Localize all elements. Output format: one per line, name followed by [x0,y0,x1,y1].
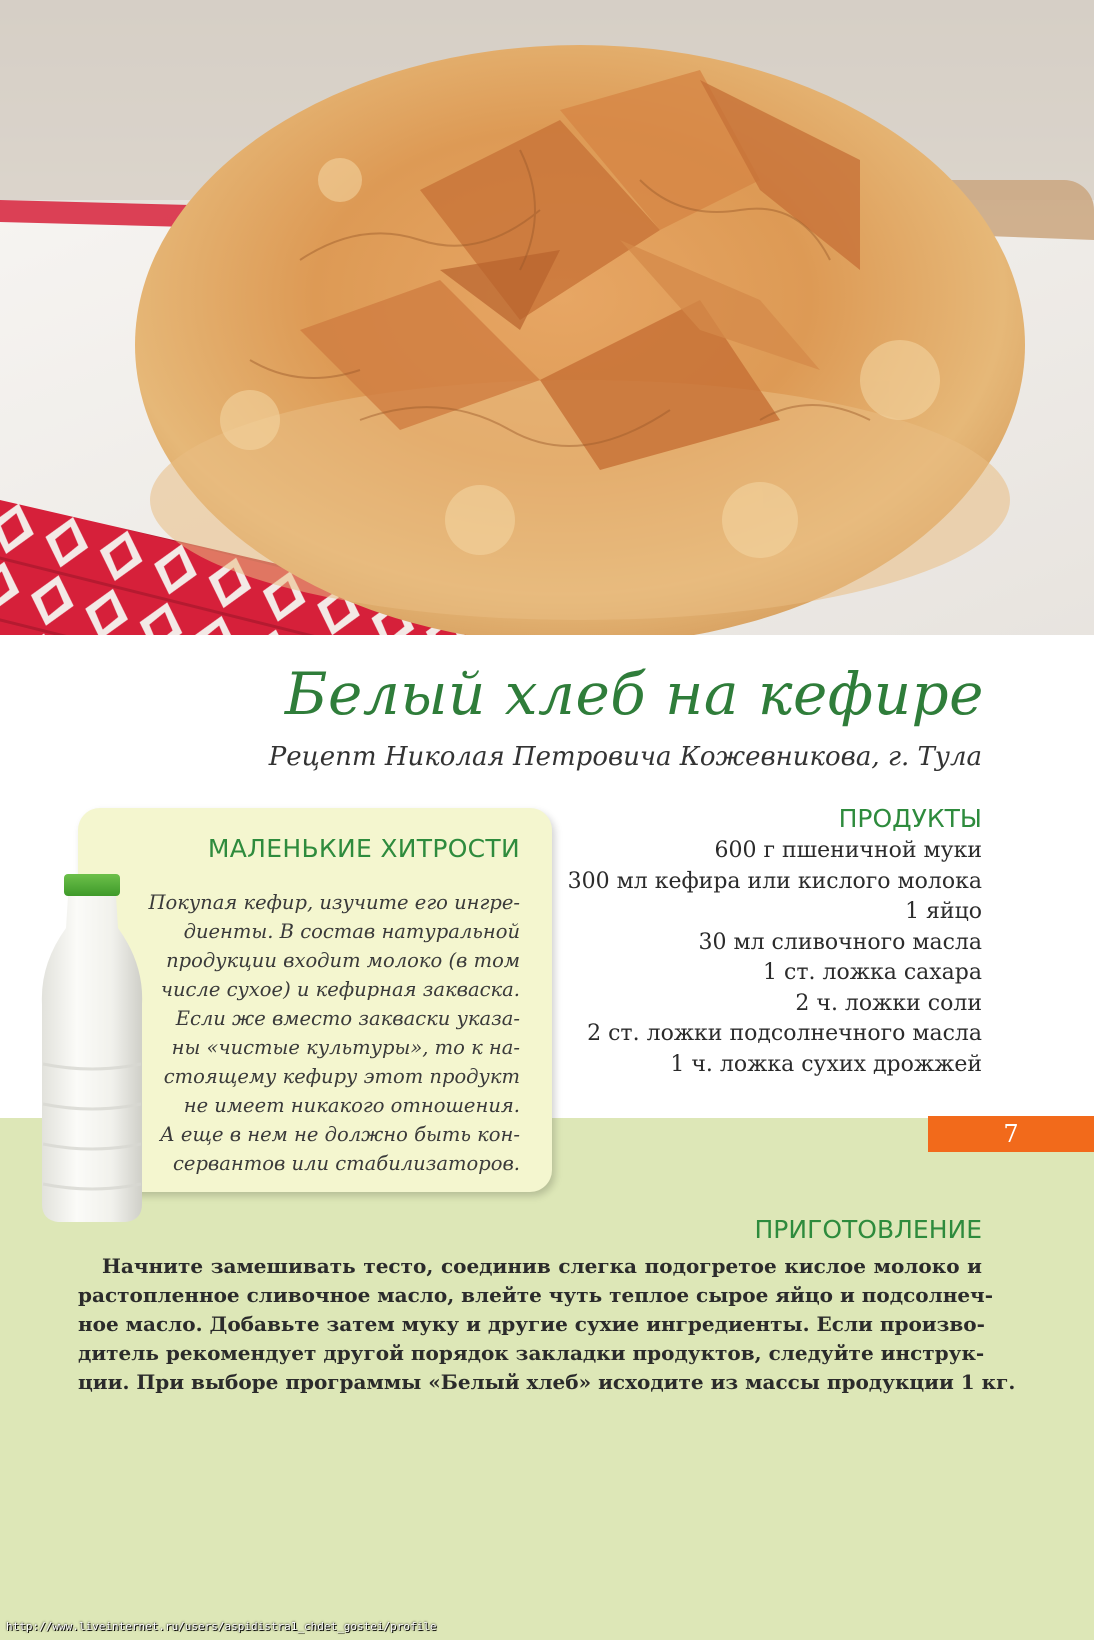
tips-line: числе сухое) и кефирная закваска. [160,978,520,1001]
tips-line: Покупая кефир, изучите его ингре- [148,891,520,914]
list-item: 2 ч. ложки соли [795,990,982,1016]
list-item: 30 мл сливочного масла [698,929,982,955]
tips-line: диенты. В состав натуральной [183,920,520,943]
preparation-text [78,1252,1016,1397]
tips-line: Если же вместо закваски указа- [175,1007,520,1030]
watermark-url: http://www.liveinternet.ru/users/aspidistra1_chdet_gostei/profile [6,1620,437,1633]
page-number: 7 [928,1116,1094,1152]
list-item: 1 яйцо [905,899,982,924]
preparation-line: ции. При выборе программы «Белый хлеб» исходите из массы продукции 1 кг. [78,1370,1016,1394]
recipe-title: Белый хлеб на кефире [284,660,984,728]
tips-line: сервантов или стабилизаторов. [172,1152,520,1175]
tips-heading: МАЛЕНЬКИЕ ХИТРОСТИ [207,834,520,863]
tips-line: стоящему кефиру этот продукт [163,1065,520,1088]
preparation-line: Начните замешивать тесто, соединив слегка подогретое кислое молоко и [102,1254,982,1278]
list-item: 1 ч. ложка сухих дрожжей [670,1051,982,1077]
ingredients-list [568,836,982,1080]
list-item: 600 г пшеничной муки [714,838,982,863]
bread-photo [0,0,1094,635]
preparation-line: растопленное сливочное масло, влейте чуть теплое сырое яйцо и подсолнеч- [78,1283,993,1307]
tips-line: А еще в нем не должно быть кон- [159,1123,520,1146]
tips-text [140,888,520,1178]
tips-line: не имеет никакого отношения. [183,1094,520,1117]
list-item: 2 ст. ложки подсолнечного масла [587,1021,982,1046]
list-item: 300 мл кефира или кислого молока [567,868,982,894]
tips-box [78,808,552,1192]
preparation-line: ное масло. Добавьте затем муку и другие сухие ингредиенты. Если произво- [78,1312,985,1336]
list-item: 1 ст. ложка сахара [763,960,982,985]
kefir-bottle-icon [36,874,148,1226]
recipe-subtitle: Рецепт Николая Петровича Кожевникова, г. Тула [268,742,982,772]
bread-loaf-image [0,0,1094,635]
preparation-heading: ПРИГОТОВЛЕНИЕ [754,1215,982,1244]
tips-line: продукции входит молоко (в том [166,949,520,972]
tips-line: ны «чистые культуры», то к на- [171,1036,520,1059]
products-heading: ПРОДУКТЫ [838,804,982,833]
preparation-line: дитель рекомендует другой порядок закладки продуктов, следуйте инструк- [78,1341,985,1365]
